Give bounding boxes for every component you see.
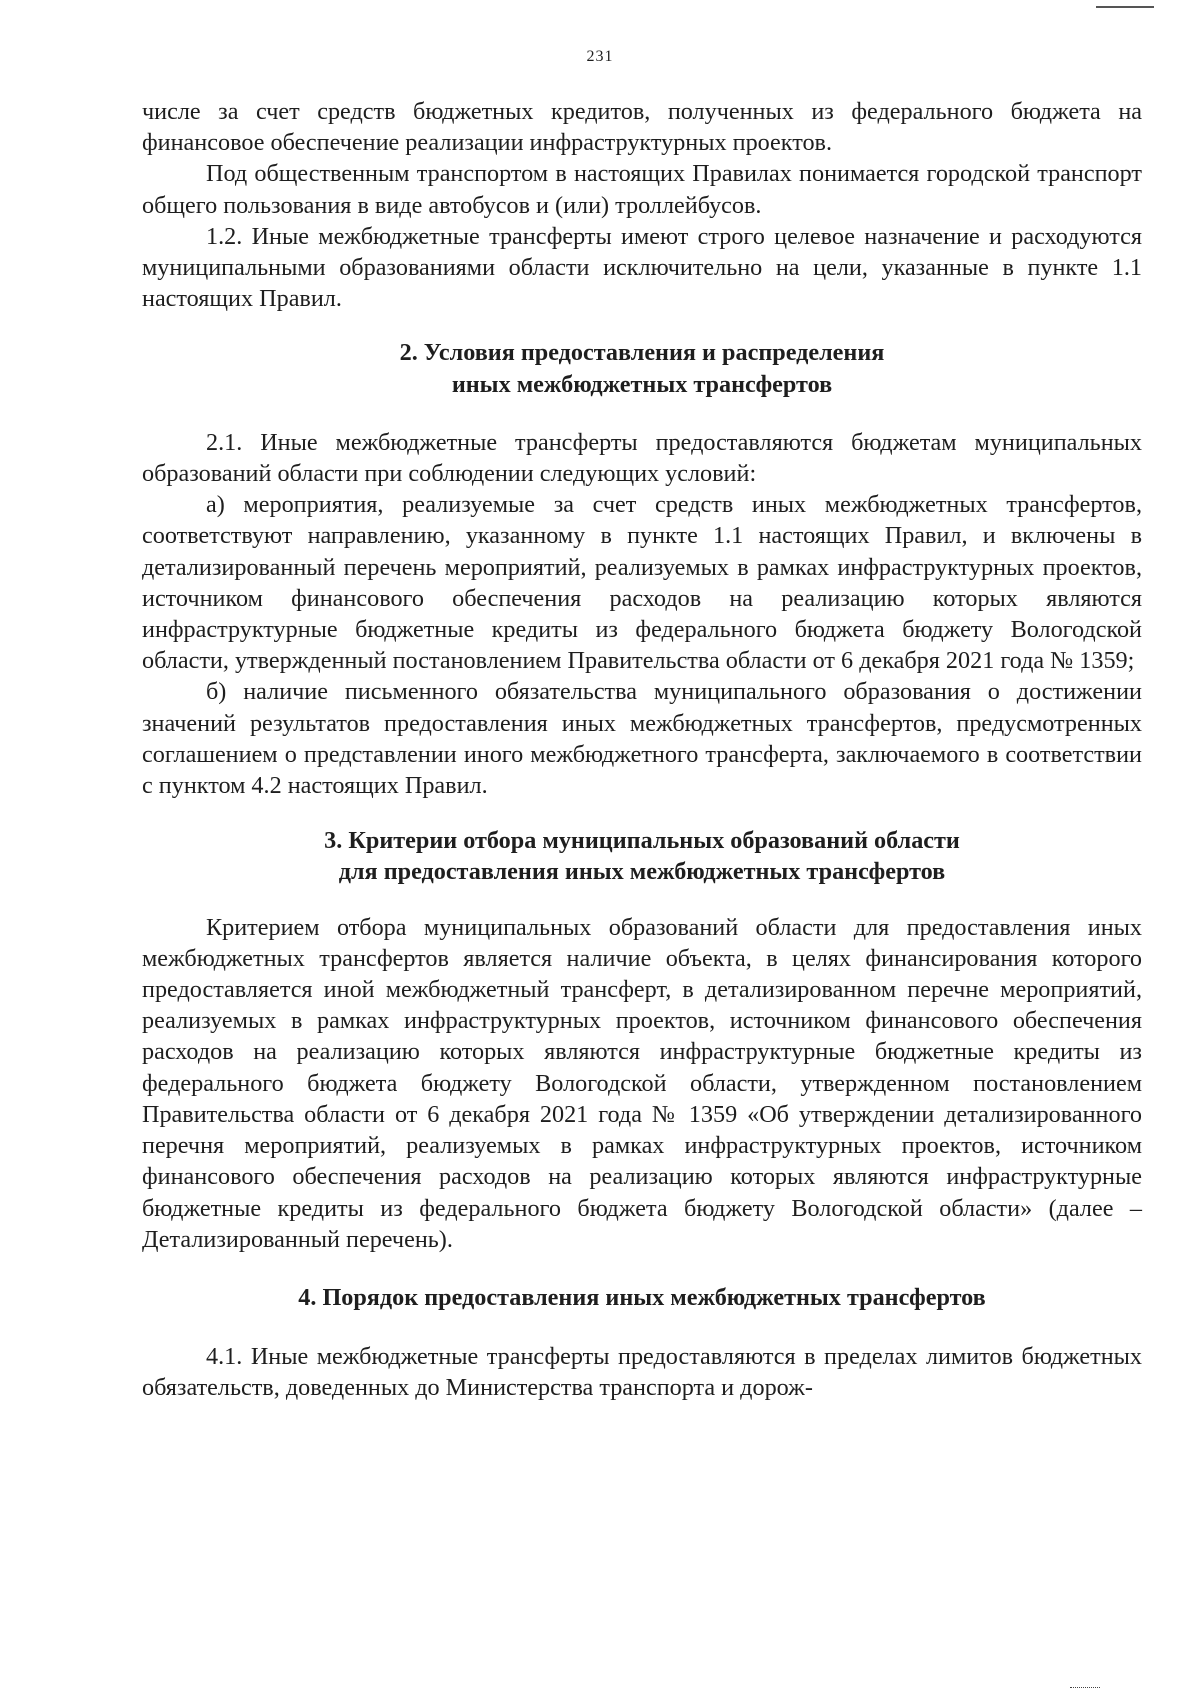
document-body bbox=[142, 96, 1142, 1404]
section-2-heading-line1: 2. Условия предоставления и распределения bbox=[399, 339, 885, 367]
paragraph-2-1-b: б) наличие письменного обязательства муниципального образования о достижении значений результатов предоставления иных межбюджетных трансфертов, предусмотренных соглашением о представлении иного межбюджетного трансферта, заключаемого в соответствии с пунктом 4.2 настоящих Правил. bbox=[142, 678, 1142, 800]
paragraph-2-1-a: а) мероприятия, реализуемые за счет средств иных межбюджетных трансфертов, соответствуют направлению, указанному в пункте 1.1 настоящих Правил, и включены в детализированный перечень мероприятий, реализуемых в рамках инфраструктурных проектов, источником финансового обеспечения расходов на реализацию которых являются инфраструктурные бюджетные кредиты из федерального бюджета бюджету Вологодской области, утвержденный постановлением Правительства области от 6 декабря 2021 года № 1359; bbox=[142, 491, 1142, 675]
section-3-heading-line2: для предоставления иных межбюджетных трансфертов bbox=[338, 858, 946, 886]
paragraph-3-criteria: Критерием отбора муниципальных образований области для предоставления иных межбюджетных трансфертов является наличие объекта, в целях финансирования которого предоставляется иной межбюджетный трансферт, в детализированном перечне мероприятий, реализуемых в рамках инфраструктурных проектов, источником финансового обеспечения расходов на реализацию которых являются инфраструктурные бюджетные кредиты из федерального бюджета бюджету Вологодской области, утвержденном постановлением Правительства области от 6 декабря 2021 года № 1359 «Об утверждении детализированного перечня мероприятий, реализуемых в рамках инфраструктурных проектов, источником финансового обеспечения расходов на реализацию которых являются инфраструктурные бюджетные кредиты из федерального бюджета бюджету Вологодской области» (далее – Детализированный перечень). bbox=[142, 913, 1142, 1253]
section-3-heading bbox=[142, 825, 1142, 887]
paragraph-continuation: числе за счет средств бюджетных кредитов, полученных из федерального бюджета на финансовое обеспечение реализации инфраструктурных проектов. bbox=[142, 98, 1142, 157]
paragraph-public-transport: Под общественным транспортом в настоящих Правилах понимается городской транспорт общего пользования в виде автобусов и (или) троллейбусов. bbox=[142, 160, 1142, 219]
section-2-heading bbox=[142, 337, 1142, 399]
section-2-heading-line2: иных межбюджетных трансфертов bbox=[451, 370, 833, 398]
page-number: 231 bbox=[586, 48, 614, 65]
paragraph-1-2: 1.2. Иные межбюджетные трансферты имеют строго целевое назначение и расходуются муниципальными образованиями области исключительно на цели, указанные в пункте 1.1 настоящих Правил. bbox=[142, 222, 1142, 313]
scan-artifact-top bbox=[1096, 6, 1154, 8]
scan-artifact-bottom bbox=[1070, 1687, 1100, 1691]
section-3-heading-line1: 3. Критерии отбора муниципальных образований области bbox=[324, 827, 960, 855]
section-4-heading: 4. Порядок предоставления иных межбюджетных трансфертов bbox=[298, 1283, 986, 1311]
paragraph-4-1: 4.1. Иные межбюджетные трансферты предоставляются в пределах лимитов бюджетных обязательств, доведенных до Министерства транспорта и дорож- bbox=[142, 1343, 1142, 1402]
paragraph-2-1: 2.1. Иные межбюджетные трансферты предоставляются бюджетам муниципальных образований области при соблюдении следующих условий: bbox=[142, 428, 1142, 488]
